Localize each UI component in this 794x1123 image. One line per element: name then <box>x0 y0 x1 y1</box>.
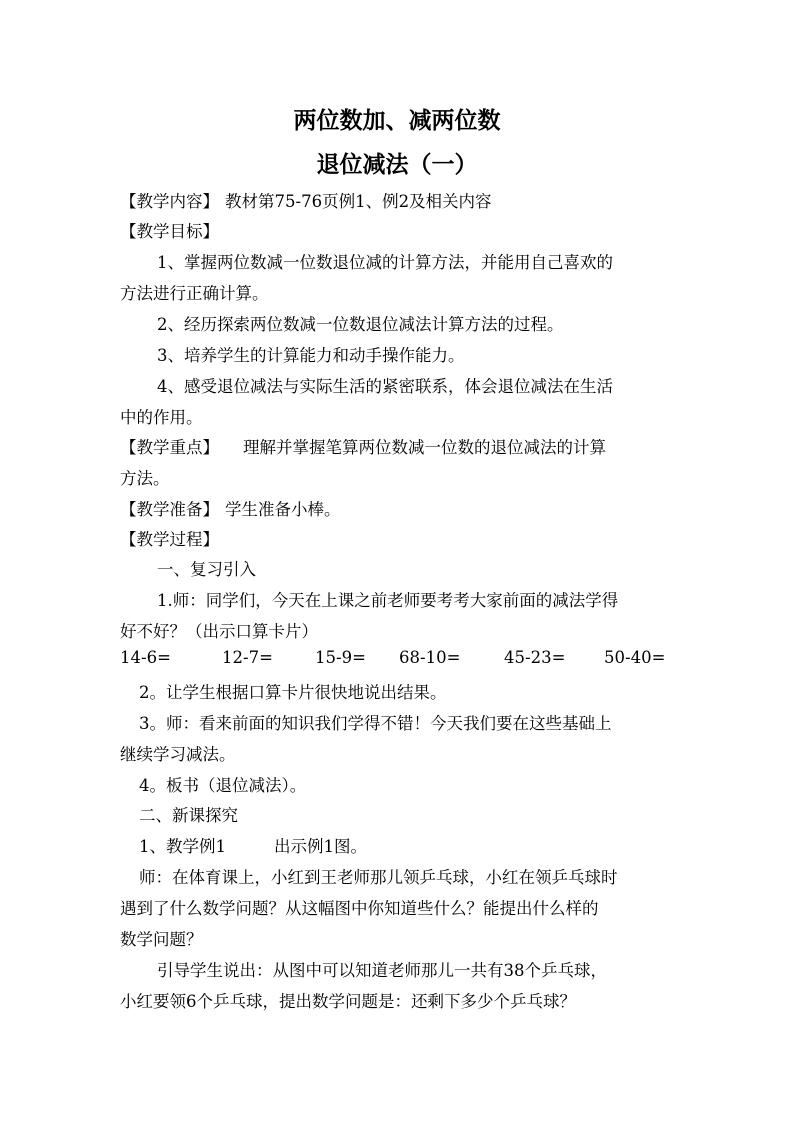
step-2: 2。让学生根据口算卡片很快地说出结果。 <box>139 683 447 702</box>
step-4: 4。板书（退位减法）。 <box>139 776 307 795</box>
equation-5: 45-23= <box>504 648 566 667</box>
content-text: 教材第75-76页例1、例2及相关内容 <box>225 192 492 211</box>
teacher-line-1: 师：在体育课上，小红到王老师那儿领乒乓球，小红在领乒乓球时 <box>139 868 618 887</box>
prep-label: 【教学准备】 <box>120 500 219 519</box>
example-1-line <box>139 833 699 857</box>
step-1-line-2: 好不好？（出示口算卡片） <box>120 622 318 641</box>
step-3-line-2: 继续学习减法。 <box>120 745 236 764</box>
equation-6: 50-40= <box>604 648 666 667</box>
document-subtitle: 退位减法（一） <box>316 152 478 178</box>
section-1-heading: 一、复习引入 <box>157 560 256 579</box>
example-1-label: 1、教学例1 <box>139 837 226 856</box>
prep-text: 学生准备小棒。 <box>225 500 341 519</box>
step-3-line-1: 3。师：看来前面的知识我们学得不错！今天我们要在这些基础上 <box>139 714 612 733</box>
goals-label: 【教学目标】 <box>120 222 219 241</box>
section-2-heading: 二、新课探究 <box>139 806 238 825</box>
focus-text: 理解并掌握笔算两位数减一位数的退位减法的计算 <box>243 438 606 457</box>
prep-line <box>120 496 680 520</box>
guide-line-2: 小红要领6个乒乓球，提出数学问题是：还剩下多少个乒乓球？ <box>120 992 576 1011</box>
equation-2: 12-7= <box>222 648 273 667</box>
process-label: 【教学过程】 <box>120 530 219 549</box>
goal-4-line-2: 中的作用。 <box>120 408 203 427</box>
goal-3: 3、培养学生的计算能力和动手操作能力。 <box>157 346 465 365</box>
guide-line-1: 引导学生说出：从图中可以知道老师那儿一共有38个乒乓球， <box>157 961 607 980</box>
content-line <box>120 188 680 212</box>
goal-1-line-2: 方法进行正确计算。 <box>120 284 269 303</box>
document-title: 两位数加、减两位数 <box>293 108 501 134</box>
content-label: 【教学内容】 <box>120 192 219 211</box>
focus-text-line-2: 方法。 <box>120 469 170 488</box>
goal-1-line-1: 1、掌握两位数减一位数退位减的计算方法，并能用自己喜欢的 <box>157 253 613 272</box>
goal-2: 2、经历探索两位数减一位数退位减法计算方法的过程。 <box>157 315 564 334</box>
equation-4: 68-10= <box>399 648 461 667</box>
step-1-line-1: 1.师：同学们，今天在上课之前老师要考考大家前面的减法学得 <box>157 591 619 610</box>
example-1-text: 出示例1图。 <box>274 837 367 856</box>
focus-label: 【教学重点】 <box>120 438 219 457</box>
teacher-line-2: 遇到了什么数学问题？从这幅图中你知道些什么？能提出什么样的 <box>120 899 599 918</box>
equation-3: 15-9= <box>315 648 366 667</box>
equation-1: 14-6= <box>120 648 171 667</box>
goal-4-line-1: 4、感受退位减法与实际生活的紧密联系，体会退位减法在生活 <box>157 377 613 396</box>
focus-line <box>120 434 680 458</box>
teacher-line-3: 数学问题？ <box>120 930 203 949</box>
